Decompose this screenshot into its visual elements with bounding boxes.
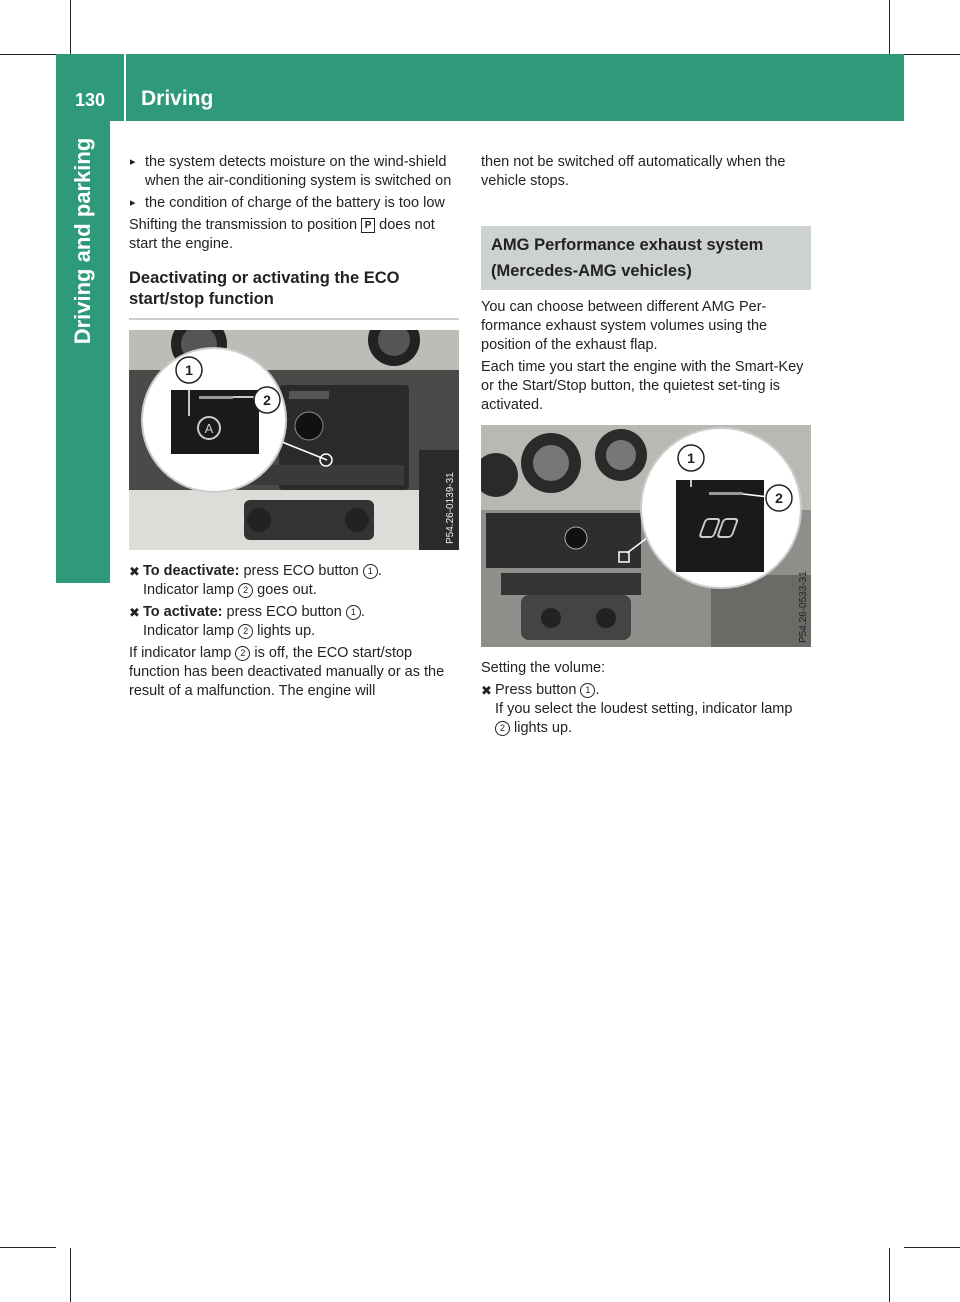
instruction-step	[481, 681, 811, 738]
callout-1: 1	[687, 450, 695, 466]
instruction-step	[129, 562, 459, 600]
page-number: 130	[75, 90, 106, 110]
step-text: .	[377, 563, 382, 579]
list-item	[129, 153, 459, 191]
step-text: lights up.	[253, 623, 316, 639]
step-text: goes out.	[253, 582, 317, 598]
callout-ref: 2	[238, 583, 253, 598]
callout-2: 2	[775, 490, 783, 506]
bullet-marker: ▸	[130, 197, 136, 209]
step-text: press ECO button	[239, 563, 363, 579]
instruction-step	[129, 603, 459, 641]
left-column	[129, 153, 459, 704]
step-text: If you select the loudest setting, indicator lamp	[495, 701, 793, 717]
photo-code: P54.26-0139-31	[445, 472, 456, 544]
header-separator	[124, 54, 126, 121]
paragraph: You can choose between different AMG Per-formance exhaust system volumes using the position of the exhaust flap.	[481, 299, 768, 353]
step-label: To deactivate:	[143, 563, 240, 579]
bullet-marker: ▸	[130, 156, 136, 168]
step-text: Indicator lamp	[143, 623, 239, 639]
shift-note	[129, 216, 459, 254]
step-arrow-icon: ✖	[481, 683, 492, 698]
step-text: Press button	[495, 682, 581, 698]
step-text: Indicator lamp	[143, 582, 239, 598]
callout-ref: 1	[363, 564, 378, 579]
crop-mark	[70, 0, 71, 54]
callout-ref: 1	[580, 683, 595, 698]
exhaust-button-photo	[481, 425, 811, 647]
crop-mark	[904, 1247, 960, 1248]
step-text: press ECO button	[222, 604, 346, 620]
crop-mark	[889, 0, 890, 54]
shift-text: Shifting the transmission to position	[129, 217, 362, 233]
para-text: If indicator lamp	[129, 645, 236, 661]
step-text: .	[595, 682, 600, 698]
step-text: lights up.	[510, 720, 573, 736]
section-heading-box: AMG Performance exhaust system (Mercedes-AMG vehicles)	[481, 226, 811, 290]
bullet-text: the system detects moisture on the wind-shield when the air-conditioning system is switched on	[145, 154, 452, 189]
side-tab-text-wrap	[56, 121, 110, 583]
crop-mark	[0, 1247, 56, 1248]
setting-label: Setting the volume:	[481, 660, 606, 676]
park-position-icon: P	[361, 218, 375, 233]
crop-mark	[70, 1248, 71, 1302]
crop-mark	[904, 54, 960, 55]
side-tab-label: Driving and parking	[70, 137, 95, 345]
step-arrow-icon: ✖	[129, 605, 140, 620]
section-heading: Deactivating or activating the ECO start/stop function	[129, 268, 459, 320]
closing-paragraph	[129, 644, 459, 701]
shift-text: does not start the engine.	[129, 217, 435, 252]
eco-button-photo	[129, 330, 459, 550]
step-label: To activate:	[143, 604, 223, 620]
paragraph: Each time you start the engine with the Smart-Key or the Start/Stop button, the quietest set-ting is activated.	[481, 359, 804, 413]
callout-ref: 1	[346, 605, 361, 620]
callout-ref: 2	[235, 646, 250, 661]
crop-mark	[889, 1248, 890, 1302]
right-column	[481, 153, 811, 741]
bullet-text: the condition of charge of the battery is too low	[145, 195, 445, 211]
step-arrow-icon: ✖	[129, 564, 140, 579]
chapter-title: Driving	[141, 87, 214, 110]
callout-1: 1	[185, 362, 193, 378]
svg-text:A: A	[204, 421, 214, 436]
callout-2: 2	[263, 392, 271, 408]
crop-mark	[0, 54, 56, 55]
para-text: is off, the ECO start/stop function has been deactivated manually or as the result of a malfunction. The engine will	[129, 645, 445, 699]
continued-paragraph: then not be switched off automatically when the vehicle stops.	[481, 154, 786, 189]
callout-ref: 2	[238, 624, 253, 639]
list-item	[129, 194, 459, 213]
photo-code: P54.26-0533-31	[798, 571, 809, 643]
callout-ref: 2	[495, 721, 510, 736]
step-text: .	[360, 604, 365, 620]
